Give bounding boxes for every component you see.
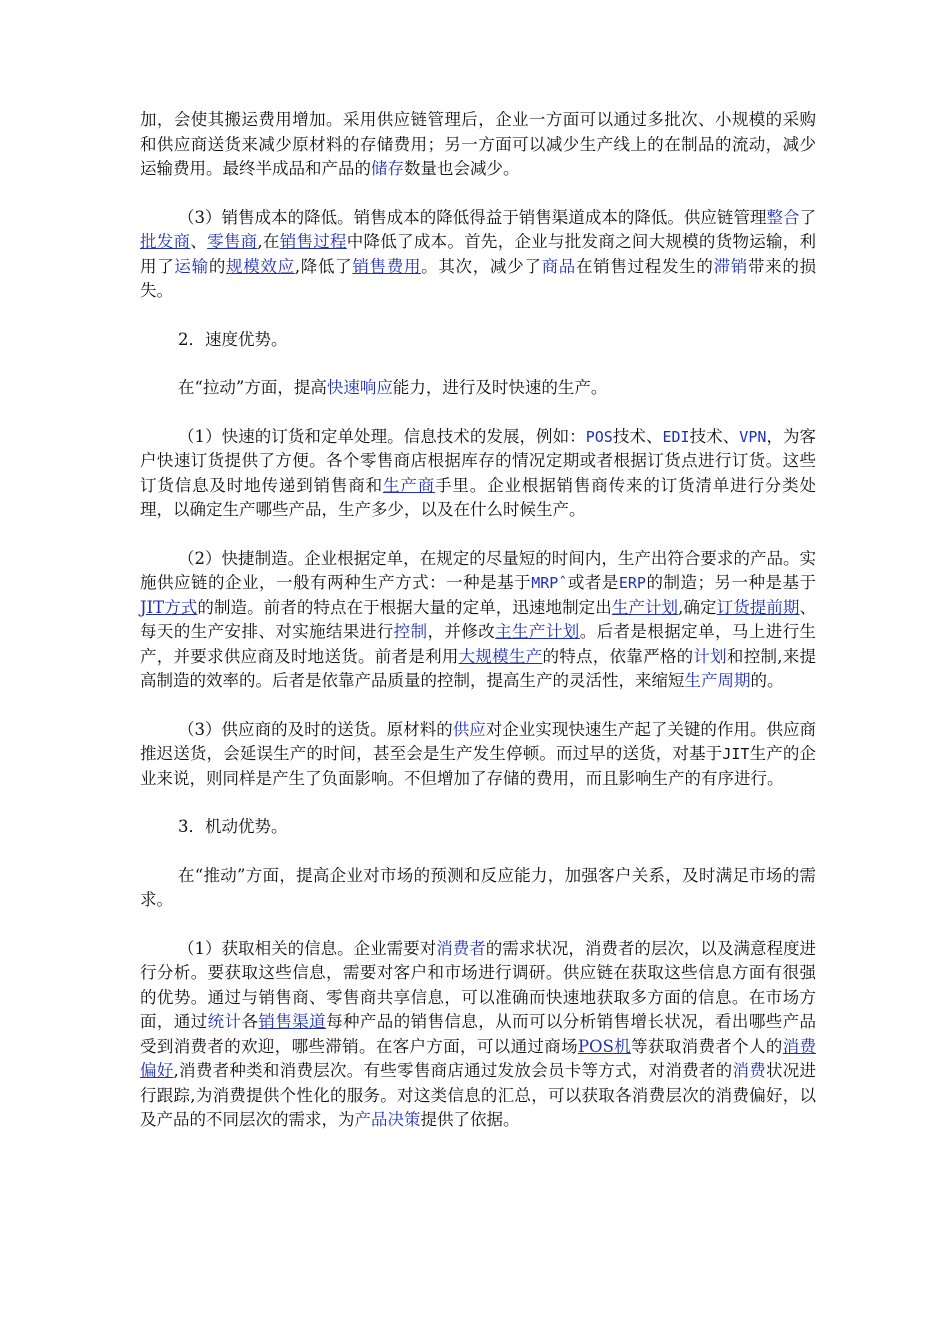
text-run: 。其次，减少了 (421, 256, 542, 276)
body-paragraph (140, 864, 816, 913)
text-run: 状况进行跟踪,为消费提供个性化的服务。对这类信息的汇总，可以获取各消费层次的消费偏好，以及产品的不同层次的需求，为 (140, 1061, 817, 1129)
text-run: 加，会使其搬运费用增加。采用供应链管理后，企业一方面可以通过多批次、小规模的采购和供应商送货来减少原材料的存储费用；另一方面可以减少生产线上的在制品的流动，减少运输费用。最终半成品和产品的 (140, 110, 816, 178)
text-run: 的制造；另一种是基于 (645, 573, 817, 592)
body-paragraph (140, 206, 816, 304)
hyperlink[interactable]: 销售费用 (352, 256, 422, 276)
keyword-link[interactable]: EDI (662, 427, 690, 446)
keyword-link[interactable]: 储存 (371, 159, 404, 178)
keyword-link[interactable]: VPN (739, 427, 767, 446)
keyword-link[interactable]: 消费者 (436, 938, 486, 958)
text-run: 等获取消费者个人的 (631, 1036, 783, 1056)
hyperlink[interactable]: 消费偏好 (140, 1036, 816, 1080)
hyperlink[interactable]: 生产商 (382, 475, 436, 495)
keyword-link[interactable]: 整合 (766, 207, 800, 227)
keyword-link[interactable]: 快速响应 (326, 378, 393, 397)
text-run: 数量也会减少。 (404, 159, 520, 178)
text-run: 在“拉动”方面，提高 (178, 378, 327, 397)
text-run: 各 (241, 1012, 259, 1031)
text-run: 手里。企业根据销售商传来的订货清单进行分类处理，以确定生产哪些产品，生产多少，以及在什么时候生产。 (140, 475, 817, 519)
keyword-link[interactable]: MRPˆ (531, 574, 568, 592)
text-run: ，为客户快速订货提供了方便。各个零售商店根据库存的情况定期或者根据订货点进行订货。这些订货信息及时地传递到销售商和 (140, 426, 817, 495)
text-run: 带来的损失。 (140, 256, 817, 300)
keyword-link[interactable]: 生产周期 (684, 671, 751, 690)
hyperlink[interactable]: 大规模生产 (458, 646, 543, 666)
hyperlink[interactable]: 主生产计划 (495, 622, 580, 641)
text-run: 生产的企业来说，则同样是产生了负面影响。不但增加了存储的费用，而且影响生产的有序进行。 (140, 744, 817, 788)
text-run: JIT (722, 745, 750, 763)
keyword-link[interactable]: 统计 (207, 1012, 242, 1031)
text-run: （1）快速的订货和定单处理。信息技术的发展，例如： (178, 426, 586, 446)
keyword-link[interactable]: ERP (618, 574, 646, 592)
text-run: 对企业实现快速生产起了关键的作用。供应商推迟送货，会延误生产的时间，甚至会是生产发生停顿。而过早的送货，对基于 (140, 719, 817, 763)
hyperlink[interactable]: JIT方式 (140, 597, 198, 617)
body-paragraph (140, 547, 816, 694)
text-run: 的 (208, 256, 227, 276)
body-paragraph (140, 376, 816, 401)
text-run: ,消费者种类和消费层次。有些零售商店通过发放会员卡等方式，对消费者的 (173, 1061, 733, 1080)
keyword-link[interactable]: 供应 (452, 719, 486, 739)
text-run: 、每天的生产安排、对实施结果进行 (140, 597, 817, 641)
text-run: 能力，进行及时快速的生产。 (392, 378, 608, 397)
text-run: （2）快捷制造。企业根据定单，在规定的尽量短的时间内，生产出符合要求的产品。实施供应链的企业，一般有两种生产方式：一种是基于 (140, 548, 816, 592)
body-paragraph (140, 425, 816, 523)
text-run: ，并修改 (427, 622, 496, 641)
text-run: （1）获取相关的信息。企业需要对 (178, 938, 437, 958)
text-run: 的。 (750, 671, 784, 690)
text-run: 的特点，依靠严格的 (542, 646, 694, 666)
body-paragraph (140, 937, 816, 1133)
hyperlink[interactable]: 销售过程 (279, 232, 347, 251)
text-run: 。后者是根据定单，马上进行生产，并要求供应商及时地送货。前者是利用 (140, 622, 817, 666)
text-run: 的需求状况，消费者的层次，以及满意程度进行分析。要获取这些信息，需要对客户和市场进行调研。供应链在获取这些信息方面有很强的优势。通过与销售商、零售商共享信息，可以准确而快速地获取多方面的信息。在市场方面，通过 (140, 938, 817, 1031)
text-run: 技术、 (689, 426, 740, 446)
body-paragraph (140, 328, 816, 353)
hyperlink[interactable]: 生产计划 (611, 597, 679, 617)
hyperlink[interactable]: 零售商 (207, 232, 258, 251)
hyperlink[interactable]: POS机 (577, 1036, 632, 1056)
text-run: 技术、 (612, 426, 663, 446)
text-run: 中降低了成本。首先，企业与批发商之间大规模的货物运输，利用了 (140, 232, 817, 276)
hyperlink[interactable]: 销售渠道 (258, 1012, 327, 1031)
keyword-link[interactable]: 消费 (732, 1061, 766, 1080)
document-page (140, 108, 816, 1157)
text-run: 、 (190, 232, 208, 251)
body-paragraph (140, 718, 816, 792)
text-run: 的制造。前者的特点在于根据大量的定单，迅速地制定出 (197, 597, 612, 617)
text-run: 在销售过程发生的 (575, 256, 714, 276)
text-run: 3．机动优势。 (178, 817, 288, 836)
text-run: 提供了依据。 (420, 1110, 520, 1129)
text-run: 每种产品的销售信息，从而可以分析销售增长状况，看出哪些产品受到消费者的欢迎，哪些滞销。在客户方面，可以通过商场 (140, 1012, 817, 1056)
keyword-link[interactable]: 滞销 (713, 256, 748, 276)
keyword-link[interactable]: 计划 (693, 646, 727, 666)
text-run: 或者是 (567, 573, 619, 592)
body-paragraph (140, 108, 816, 182)
keyword-link[interactable]: POS (585, 427, 613, 446)
text-run: （3）供应商的及时的送货。原材料的 (178, 719, 453, 739)
text-run: 了 (799, 207, 817, 227)
text-run: （3）销售成本的降低。销售成本的降低得益于销售渠道成本的降低。供应链管理 (178, 207, 767, 227)
hyperlink[interactable]: 规模效应 (226, 256, 295, 276)
keyword-link[interactable]: 商品 (541, 256, 576, 276)
keyword-link[interactable]: 产品决策 (354, 1110, 421, 1129)
keyword-link[interactable]: 运输 (174, 256, 209, 276)
text-run: 2．速度优势。 (178, 329, 288, 349)
text-run: ,在 (257, 232, 280, 251)
hyperlink[interactable]: 批发商 (140, 232, 191, 251)
text-run: ,确定 (678, 597, 717, 617)
hyperlink[interactable]: 订货提前期 (716, 597, 800, 617)
body-paragraph (140, 815, 816, 840)
keyword-link[interactable]: 控制 (393, 622, 428, 641)
text-run: 和控制,来提高制造的效率的。后者是依靠产品质量的控制，提高生产的灵活性，来缩短 (140, 646, 817, 690)
text-run: ,降低了 (294, 256, 353, 276)
text-run: 在“推动”方面，提高企业对市场的预测和反应能力，加强客户关系，及时满足市场的需求。 (140, 865, 816, 909)
